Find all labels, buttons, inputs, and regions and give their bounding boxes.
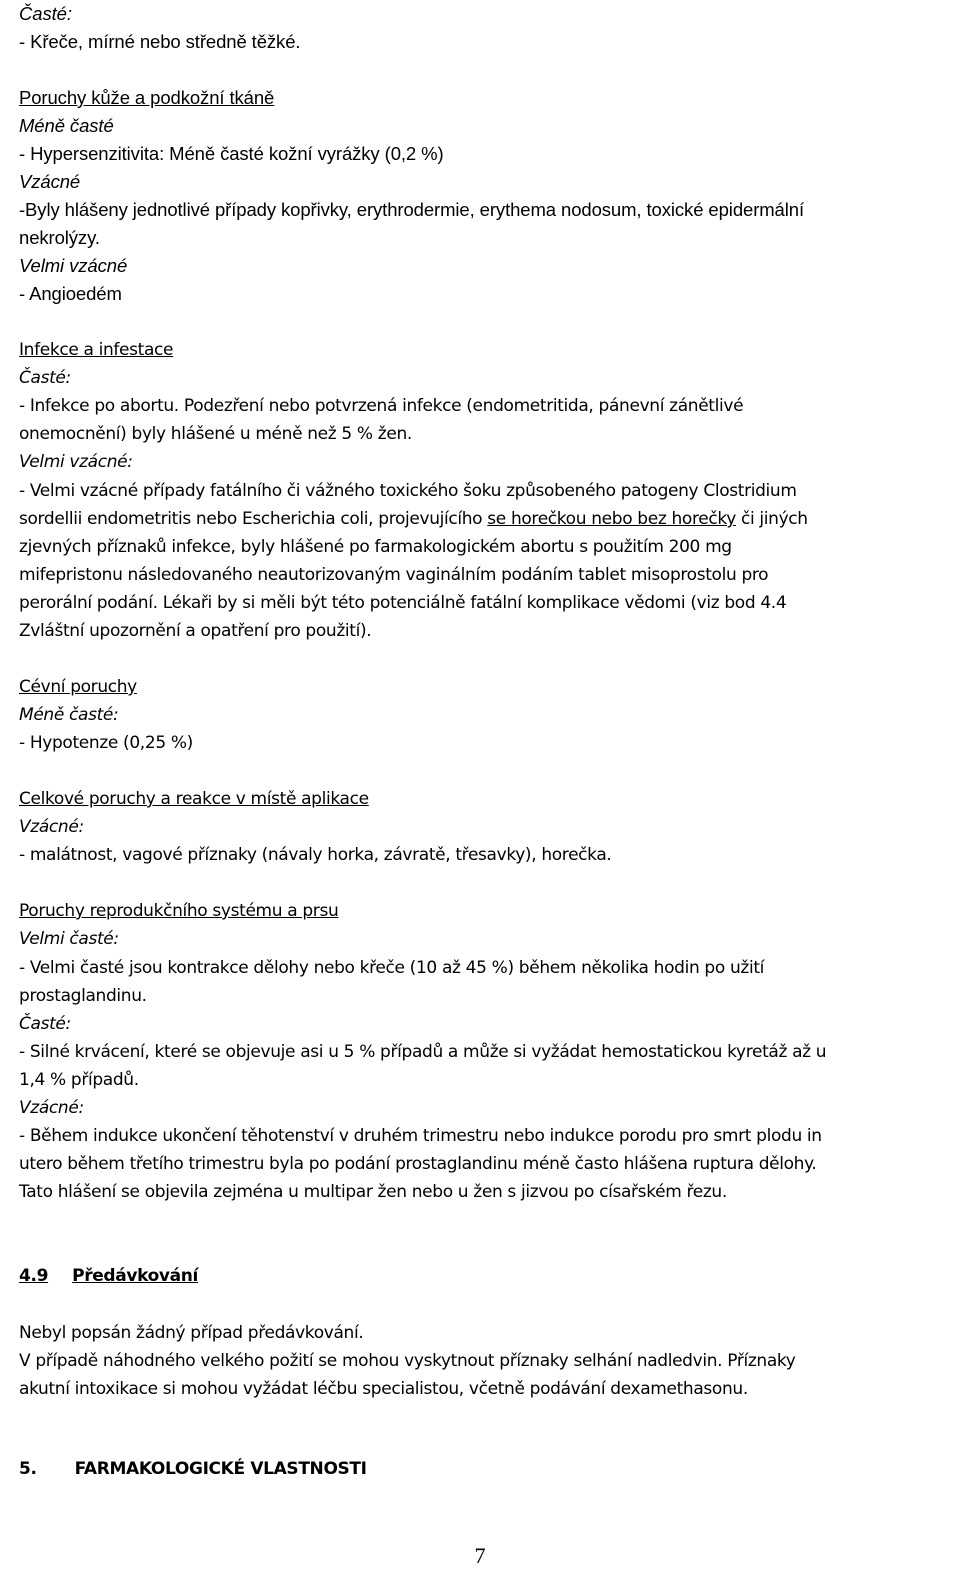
section-heading: Celkové poruchy a reakce v místě aplikace: [19, 789, 369, 809]
frequency-label: Časté:: [19, 3, 72, 24]
paragraph-line: akutní intoxikace si mohou vyžádat léčbu specialistou, včetně podávání dexamethasonu.: [19, 1379, 748, 1399]
frequency-label: Méně časté: [19, 115, 114, 136]
section-title: Předávkování: [72, 1266, 198, 1286]
frequency-label: Vzácné: [19, 171, 81, 192]
paragraph-line: - Velmi vzácné případy fatálního či vážného toxického šoku způsobeného patogeny Clostridium: [19, 481, 797, 501]
text-span: či jiných: [735, 509, 808, 529]
paragraph-line: utero během třetího trimestru byla po podání prostaglandinu méně často hlášena ruptura dělohy.: [19, 1154, 817, 1174]
section-heading: Cévní poruchy: [19, 677, 137, 697]
paragraph-line: Nebyl popsán žádný případ předávkování.: [19, 1323, 364, 1343]
paragraph-line: - Angioedém: [19, 283, 122, 304]
paragraph-line: perorální podání. Lékaři by si měli být této potenciálně fatální komplikace vědomi (viz bod 4.4: [19, 593, 787, 613]
paragraph-line: - Během indukce ukončení těhotenství v druhém trimestru nebo indukce porodu pro smrt plodu in: [19, 1126, 822, 1146]
paragraph-line: mifepristonu následovaného neautorizovaným vaginálním podáním tablet misoprostolu pro: [19, 565, 769, 585]
section-title: FARMAKOLOGICKÉ VLASTNOSTI: [74, 1459, 367, 1479]
frequency-label: Vzácné:: [19, 1098, 84, 1118]
section-4-9-heading: [19, 1265, 198, 1287]
paragraph-line: - Velmi časté jsou kontrakce dělohy nebo křeče (10 až 45 %) během několika hodin po užití: [19, 958, 765, 978]
paragraph-line: - Hypersenzitivita: Méně časté kožní vyrážky (0,2 %): [19, 143, 444, 164]
paragraph-line: - Křeče, mírné nebo středně těžké.: [19, 31, 301, 52]
paragraph-line: [19, 508, 808, 530]
frequency-label: Časté:: [19, 1014, 71, 1034]
frequency-label: Velmi vzácné: [19, 255, 128, 276]
page-number: 7: [474, 1543, 486, 1568]
paragraph-line: - Silné krvácení, které se objevuje asi u 5 % případů a může si vyžádat hemostatickou kyretáž až u: [19, 1042, 827, 1062]
section-number: 5.: [19, 1459, 37, 1479]
section-5-heading: [19, 1458, 367, 1480]
text-span: sordellii endometritis nebo Escherichia coli, projevujícího: [19, 509, 488, 529]
paragraph-line: 1,4 % případů.: [19, 1070, 139, 1090]
paragraph-line: nekrolýzy.: [19, 227, 100, 248]
section-number: 4.9: [19, 1266, 49, 1286]
paragraph-line: - malátnost, vagové příznaky (návaly horka, závratě, třesavky), horečka.: [19, 845, 612, 865]
frequency-label: Časté:: [19, 368, 71, 388]
frequency-label: Vzácné:: [19, 817, 84, 837]
paragraph-line: - Hypotenze (0,25 %): [19, 733, 193, 753]
paragraph-line: -Byly hlášeny jednotlivé případy kopřivky, erythrodermie, erythema nodosum, toxické epidermální: [19, 199, 804, 220]
frequency-label: Velmi vzácné:: [19, 452, 133, 472]
underlined-phrase: se horečkou nebo bez horečky: [487, 509, 736, 529]
paragraph-line: - Infekce po abortu. Podezření nebo potvrzená infekce (endometritida, pánevní zánětlivé: [19, 396, 744, 416]
paragraph-line: V případě náhodného velkého požití se mohou vyskytnout příznaky selhání nadledvin. Příznaky: [19, 1351, 796, 1371]
paragraph-line: Zvláštní upozornění a opatření pro použití).: [19, 621, 372, 641]
paragraph-line: onemocnění) byly hlášené u méně než 5 % žen.: [19, 424, 412, 444]
paragraph-line: Tato hlášení se objevila zejména u multipar žen nebo u žen s jizvou po císařském řezu.: [19, 1182, 727, 1202]
paragraph-line: prostaglandinu.: [19, 986, 147, 1006]
frequency-label: Velmi časté:: [19, 929, 119, 949]
section-heading: Poruchy kůže a podkožní tkáně: [19, 87, 275, 108]
section-heading: Infekce a infestace: [19, 340, 174, 360]
paragraph-line: zjevných příznaků infekce, byly hlášené po farmakologickém abortu s použitím 200 mg: [19, 537, 732, 557]
section-heading: Poruchy reprodukčního systému a prsu: [19, 901, 339, 921]
frequency-label: Méně časté:: [19, 705, 119, 725]
